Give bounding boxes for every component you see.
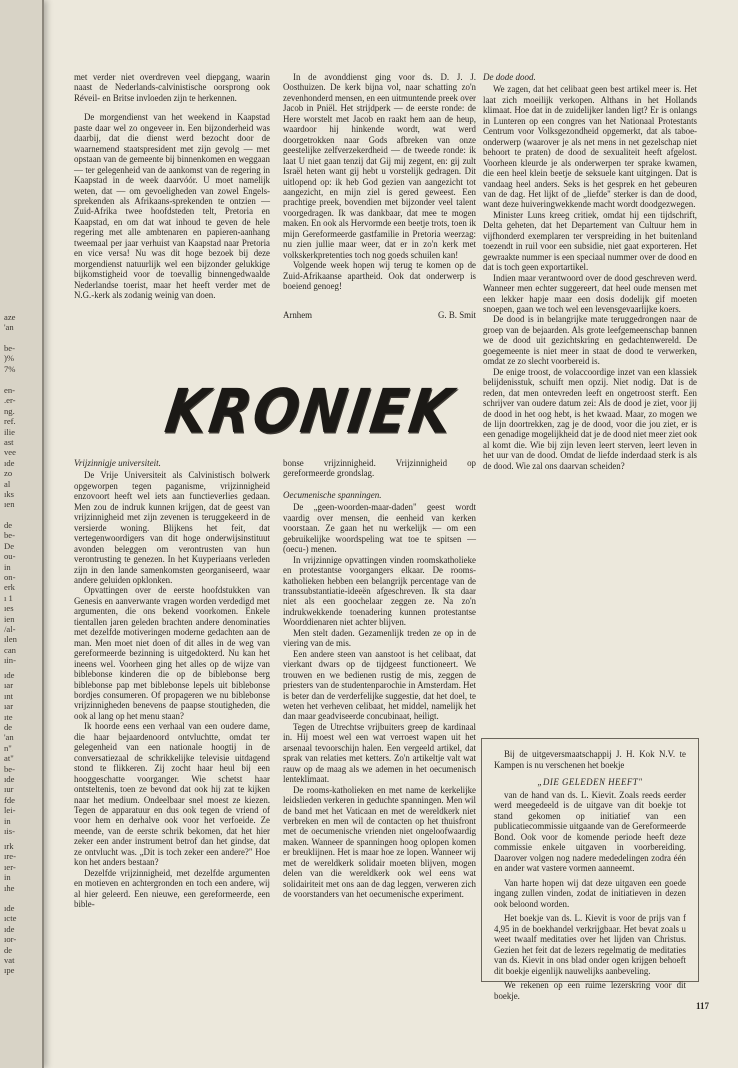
signature [283, 310, 476, 320]
edge-fragment: ıde [4, 670, 15, 680]
edge-fragment: be- [4, 530, 15, 541]
edge-fragment: en- [4, 385, 15, 395]
edge-fragment: vee [4, 447, 16, 458]
kroniek-title [161, 376, 459, 447]
edge-fragment-group [0, 841, 42, 893]
edge-fragment: ıar [4, 701, 14, 712]
paragraph: Een andere steen van aanstoot is het celibaat, dat vierkant dwars op de tijdgeest functioneert. We trouwen en we bedienen rustig de mis, zeggen de priesters van de studentenparochie in Amsterdam. Het is beter dan de verderfelijke suggestie, dat het doel, te weten het verheven celibaat, het middel, namelijk het dan maar geadviseerde concubinaat, heiligt. [283, 648, 476, 722]
edge-fragment: erk [4, 582, 15, 593]
previous-page-edge [0, 0, 44, 1068]
announcement-intro: Bij de uitgeversmaatschappij J. H. Kok N.V. te Kampen is nu verschenen het boekje [494, 749, 686, 770]
edge-fragment: ırk [4, 841, 14, 851]
edge-fragment: ıis- [4, 826, 15, 837]
page-number: 117 [696, 1001, 710, 1011]
paragraph: In vrijzinnige opvattingen vinden roomskatholieke en protestantse voorgangers elkaar. De rooms-katholieken hebben een belangrijk percentage van de transsubstantiatie-ideeën afgeschreven. Ik sta daar niet als een goochelaar zeggen ze. Na zo'n indrukwekkende toenadering kunnen protestantse Woorddienaren niet achter blijven. [283, 554, 476, 628]
signature-name: G. B. Smit [438, 309, 476, 320]
edge-fragment: be- [4, 343, 15, 353]
edge-fragment: ıcte [4, 913, 17, 924]
paragraph: Het boekje van ds. L. Kievit is voor de prijs van f 4,95 in de boekhandel verkrijgbaar. Het bevat zoals u weet twaalf meditaties over het lijden van Christus. Gezien het feit dat de lezers regelmatig de meditaties van ds. Kievit in ons blad onder ogen krijgen behoeft dit boekje eigenlijk nauwelijks aanbeveling. [494, 913, 686, 976]
section-heading: Vrijzinnigje universiteit. [74, 458, 161, 468]
edge-fragment-group [0, 903, 42, 976]
edge-fragment: on- [4, 572, 16, 583]
edge-fragment: 'an [4, 322, 14, 333]
edge-fragment: ref. [4, 416, 16, 427]
edge-fragment: de [4, 520, 13, 530]
paragraph: De morgendienst van het weekend in Kaapstad paste daar wel zo ongeveer in. Een bijzonderheid was daarbij, dat die dienst werd bezocht door de waarnemend staatspresident met zijn gevolg — met opstaan van de gemeente bij binnenkomen en weggaan — ter gelegenheid van de aankomst van de regering in Kaapstad in de week daarvóór. U moet namelijk weten, dat — om gevoeligheden van zowel Engels-sprekenden als Afrikaans-sprekenden te ontzien — Zuid-Afrika twee hoofdsteden telt, Pretoria en Kaapstad, en om dat wat inhoud te geven de hele regering met alle ambtenaren en papieren-aanhang tweemaal per jaar verhuist van Kaapstad naar Pretoria en vice versa! Nu was dit hoge bezoek bij deze morgendienst natuurlijk wel een bijzonder gelukkige bijkomstigheid voor de toevallig binnengedwaalde Nederlandse toerist, maar het heeft verder met de N.G.-kerk als zodanig weinig van doen. [74, 112, 270, 301]
edge-fragment: ı 1 [4, 592, 13, 603]
paragraph: Van harte hopen wij dat deze uitgaven een goede ingang zullen vinden, zodat de initiatieven in dezen ook beloond worden. [494, 877, 686, 909]
edge-fragment: ıur [4, 784, 14, 795]
edge-fragment: in [4, 815, 11, 826]
paragraph: bonse vrijzinnigheid. Vrijzinnigheid op gereformeerde grondslag. [283, 458, 476, 479]
column-2-bottom [283, 458, 476, 900]
edge-fragment: ıor- [4, 934, 17, 945]
edge-fragment: n" [4, 742, 12, 753]
edge-fragment: ıde [4, 903, 15, 913]
edge-fragment-group [0, 520, 42, 666]
edge-fragment: ast [4, 437, 14, 448]
edge-fragment: de [4, 722, 13, 733]
edge-fragment: in [4, 872, 11, 883]
paragraph: We rekenen op een ruime lezerskring voor dit boekje. [494, 980, 686, 1001]
edge-fragment: zo [4, 468, 13, 479]
edge-fragment: ıde [4, 457, 15, 468]
section-heading: De dode dood. [483, 72, 536, 82]
announcement-box [481, 738, 699, 1001]
edge-fragment: at" [4, 753, 14, 764]
paragraph: van de hand van ds. L. Kievit. Zoals reeds eerder werd meegedeeld is de uitgave van dit boekje tot stand gekomen op initiatief van een publicatiecommissie uitgaande van de Gereformeerde Bond. Ook voor de komende periode heeft deze commissie enkele uitgaven in voorbereiding. Daarover volgen nog nadere mededelingen zodra één en ander wat vastere vormen aanneemt. [494, 789, 686, 873]
edge-fragment: ıen [4, 499, 15, 510]
edge-fragment: /al- [4, 624, 16, 635]
edge-fragment-group [0, 343, 42, 374]
paragraph: Indien maar verantwoord over de dood geschreven werd. Wanneer men echter suggereert, dat heel oude mensen met een lekker hapje maar een dosis dodelijk gif moeten snoepen, gaan we toch wel een levensgevaarlijke koers. [483, 272, 697, 314]
edge-fragment: vat [4, 955, 15, 966]
paragraph: In de avonddienst ging voor ds. D. J. J. Oosthuizen. De kerk bijna vol, naar schatting zo'n zevenhonderd mensen, en een uitmuntende preek over Jacob in Pniël. Het strijdperk — de eerste ronde: de Here worstelt met Jacob en raakt hem aan de heup, waardoor hij hinkende wordt, wat werd doorgetrokken naar Gods afbreken van onze geestelijke zelfverzekerdheid — de tweede ronde: ik laat U niet gaan tenzij dat Gij mij zegent, en: gij zult Israël heten want gij hebt u vorstelijk gedragen. Dit uitlopend op: ik heb God gezien van aangezicht tot aangezicht, en mijn ziel is gered geweest. Een prachtige preek, bovendien met bijzonder veel talent voorgedragen. Ik was dankbaar, dat mee te mogen maken. En ook als Hervormde een beetje trots, toen ik mijn Gereformeerde gastfamilie in Pretoria weerzag: nu zien jullie maar weer, dat er in zo'n kerk met volkskerkpretenties toch nog goeds schuilen kan! [283, 72, 476, 260]
edge-fragment: ılen [4, 634, 17, 645]
edge-fragment: ıks [4, 489, 15, 500]
edge-fragment: ıre- [4, 851, 16, 862]
edge-fragment: fde [4, 794, 15, 805]
edge-fragment: )% [4, 353, 15, 364]
edge-fragment: de [4, 944, 13, 955]
section-heading: Oecumenische spanningen. [283, 489, 382, 500]
column-1-top [74, 72, 270, 301]
edge-fragment: aze [4, 312, 16, 322]
paragraph: Volgende week hopen wij terug te komen op de Zuid-Afrikaanse apartheid. Ook dat onderwerp is boeiend genoeg! [283, 260, 476, 292]
edge-fragment: ıin- [4, 655, 16, 666]
paragraph: met verder niet overdreven veel diepgang, waarin naast de Nederlands-calvinistische oorsprong ook Réveil- en Britse invloeden zijn te herkennen. [74, 72, 270, 103]
paragraph: De dood is in belangrijke mate teruggedrongen naar de groep van de bejaarden. Als grote leefgemeenschap bannen we de dood uit gezichtskring en gedachtenwereld. De goegemeente is niet meer in staat de dood te verwerken, omdat ze zo slecht voorbereid is. [483, 314, 697, 367]
column-2-top [283, 72, 476, 320]
edge-fragment: ıde [4, 923, 15, 934]
column-1-bottom [74, 458, 270, 909]
edge-fragment: ien [4, 613, 15, 624]
paragraph: Men stelt daden. Gezamenlijk treden ze op in de viering van de mis. [283, 627, 476, 649]
paragraph: De enige troost, de volaccoordige inzet van een klassiek belijdenisstuk, schuift men opzij. Niet nodig. Dat is de reden, dat men ontevreden leeft en ongetroost sterft. Een schrijver van oudere datum zei: Als de dood je ziet, voor jij de dood in het oog hebt, is het kwaad. Maar, zo mogen we de lijn doortrekken, zag je de dood, voor die jou ziet, er is een genadige mogelijkheid dat je de dood niet meer ziet ook al komt die. Wie bij zijn leven leert sterven, leert leven in het uur van de dood. Omdat de liefde inderdaad sterk is als de dood. Wie zal ons daarvan scheiden? [483, 366, 697, 471]
edge-fragment: al [4, 478, 11, 489]
column-3 [483, 72, 697, 471]
edge-fragment: in [4, 561, 11, 572]
edge-fragment: ng. [4, 405, 15, 416]
edge-fragment: ilie [4, 426, 15, 437]
paragraph: We zagen, dat het celibaat geen best artikel meer is. Het laat zich moeilijk verkopen. Althans in het Hollands klimaat. Hoe dat in de zuidelijker landen ligt? Er is onlangs in Lunteren op een congres van het Nationaal Protestants Centrum voor Volksgezondheid opgemerkt, dat als taboe-onderwerp (waarover je als net mens in net gezelschap niet behoort te praten) de dood de sexualiteit heeft afgelost. Voorheen kleurde je als onderwerpen ter sprake kwamen, die een heel klein beetje de seksuele kant uitgingen. Dat is vandaag heel anders. Seks is het gesprek en het gebeuren van de dag. Het lijkt of de „liefde" sterker is dan de dood, want deze huiveringwekkende macht wordt doodgezwegen. [483, 84, 697, 210]
paragraph: Tegen de Utrechtse vrijbuiters greep de kardinaal in. Hij moest wel een wat verroest wapen uit het arsenaal tevoorschijn halen. Een vergeeld artikel, dat sprak van relaties met ketters. Zo'n artikeltje valt wat rauw op de maag als we ademen in het oecumenisch lenteklimaat. [283, 721, 476, 785]
book-title: „DIE GELEDEN HEEFT" [537, 777, 643, 787]
edge-fragment-group [0, 670, 42, 837]
edge-fragment: ınt [4, 690, 14, 701]
edge-fragment: ıhe [4, 882, 15, 893]
paragraph: Ik hoorde eens een verhaal van een oudere dame, die haar bejaardenoord ontvluchtte, omdat ter gelegenheid van een nationale hoogtij in de conversatiezaal de schrikkelijke televisie uitdagend stond te flikkeren. Zij zocht haar heul bij een hooggeschatte voorganger. Wie schetst haar ontsteltenis, toen ze bevond dat ook hij zat te kijken naar het medium. Ondeelbaar snel moest ze kiezen. Tegen de apparatuur en dus ook tegen de vriend of voor hem en derhalve ook voor het verfoeide. Ze meende, van de eerste schrik bekomen, dat het hier zeker een ander instrument betrof dan het gindse, dat ze ontvlucht was. „Dit is toch zeker een andere?" Hoe kon het anders bestaan? [74, 721, 270, 868]
edge-fragment: ıes [4, 603, 14, 614]
section-title: KRONIEK [161, 376, 459, 447]
edge-fragment: ou- [4, 551, 16, 562]
edge-fragment: ıar [4, 680, 14, 691]
edge-fragment: De [4, 540, 15, 551]
edge-fragment: ıte [4, 711, 13, 722]
edge-fragment-group [0, 312, 42, 333]
paragraph: Minister Luns kreeg critiek, omdat hij een tijdschrift, Delta geheten, dat het Departement van Cultuur hem in vijfhonderd exemplaren ter verspreiding in het buitenland toezendt in ruil voor een subsidie, niet gaat exporteren. Het gewraakte nummer is een speciaal nummer over de dood en dat is toch geen exportartikel. [483, 209, 697, 273]
edge-fragment: 7% [4, 363, 16, 374]
paragraph: Dezelfde vrijzinnigheid, met dezelfde argumenten en motieven en achtergronden en toch een andere, wij al hier geleerd. Een nieuwe, een gereformeerde, een bible- [74, 867, 270, 910]
edge-fragment-group [0, 385, 42, 510]
paragraph: De Vrije Universiteit als Calvinistisch bolwerk opgeworpen tegen paganisme, vrijzinnigheid enzovoort heeft wel iets aan functieverlies gedaan. Men zou de indruk kunnen krijgen, dat de geest van vrijzinnigheid met zijn zevenen is teruggekeerd in de versierde woning. Blijkens het feit, dat vertegenwoordigers van dit hoge onderwijsinstituut avonden beleggen om verontrusten van hun verontrusting te genezen. In het Kuyperiaans verleden zijn in den lande samenkomsten georganiseerd, waar andere geluiden opklonken. [74, 470, 270, 585]
edge-fragment: can [4, 644, 16, 655]
paragraph: De rooms-katholieken en met name de kerkelijke leidslieden verkeren in geduchte spanningen. Men wil de band met het Vaticaan en met de wereldkerk niet verbreken en men wil de contacten op het thuisfront met de oecumenische vrienden niet ongeloofwaardig maken. Wanneer de spanningen hoog oplopen komen er breuklijnen. Het is maar hoe ze lopen. Wanneer wij met de wereldkerk solidair moeten blijven, mogen delen van die wereldkerk ook wel eens wat solidairiteit met ons aan de dag leggen, verweren zich de voorstanders van het oecumenische experiment. [283, 784, 476, 900]
edge-fragment: lei- [4, 805, 16, 816]
edge-fragment: ıpe [4, 965, 15, 976]
edge-fragment: 'an [4, 732, 14, 743]
edge-fragment: .er- [4, 395, 16, 406]
edge-fragment: ıde [4, 774, 15, 785]
paragraph: Opvattingen over de eerste hoofdstukken van Genesis en aanverwante vragen worden verdedigd met argumenten, die ons bekend voorkomen. Enkele tientallen jaren geleden brachten andere denominaties met dezelfde motiveringen moderne gedachten aan de man. Men moet niet doen of dit alles in de weg van gereformeerde bezinning is uitgedokterd. Nu kan het ineens wel. Voorheen ging het alles op de wijze van biblebonse kinderen die op de biblebonse berg biblebonse pap met biblebonse lepels uit biblebonse bordjes consumeren. Of propageren we nu biblebonse vrijzinnigheden benevens de paapse stoutigheden, die ook al lang op het menu staan? [74, 585, 270, 721]
edge-fragment: ıer- [4, 861, 16, 872]
edge-fragment: be- [4, 763, 15, 774]
signature-place: Arnhem [283, 309, 313, 320]
paragraph: De „geen-woorden-maar-daden" geest wordt vaardig over mensen, die eenheid van kerken voorstaan. Ze gaan het nu werkelijk — om een gebruikelijke woordspeling wat toe te spitsen — (oecu-) menen. [283, 502, 476, 555]
